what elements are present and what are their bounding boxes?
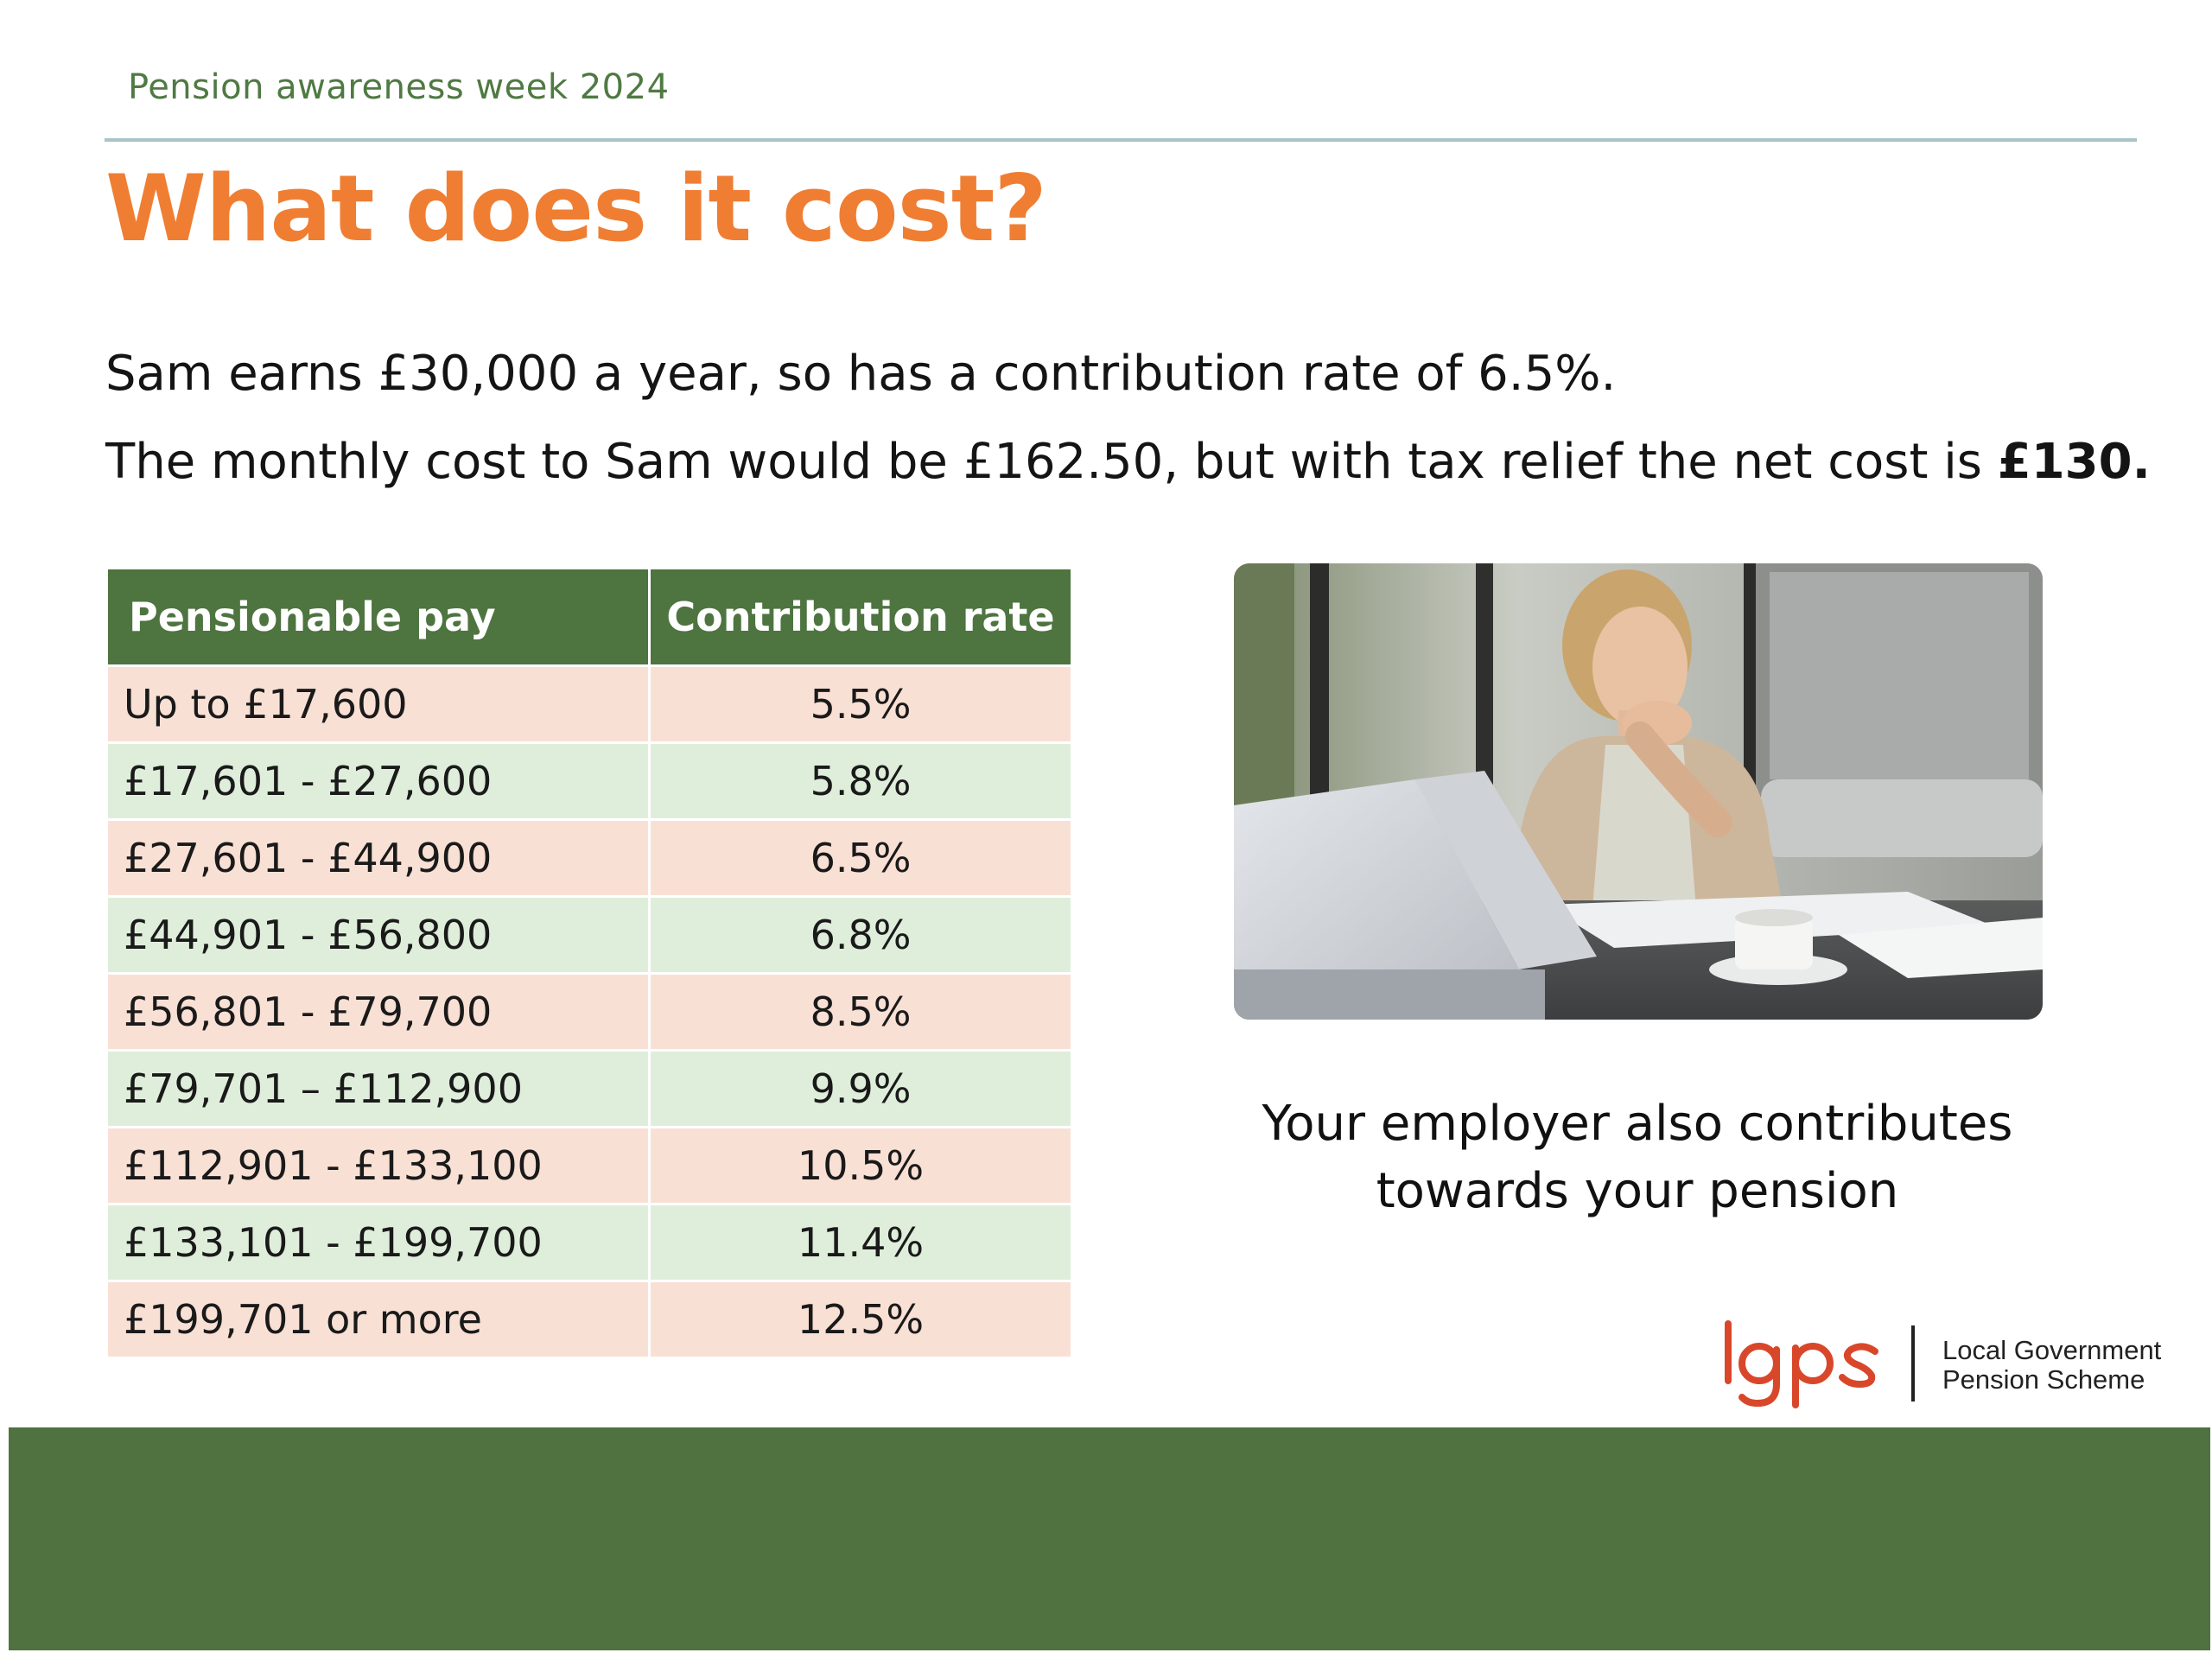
table-row: [107, 820, 1072, 897]
table-row: [107, 974, 1072, 1051]
rate-cell: 11.4%: [650, 1205, 1072, 1281]
column-header-contribution-rate: Contribution rate: [650, 569, 1072, 666]
pay-band-cell: £17,601 - £27,600: [107, 743, 650, 820]
header-divider: [105, 138, 2137, 142]
caption-line-1: Your employer also contributes: [1262, 1096, 2013, 1152]
page-title: What does it cost?: [105, 156, 1046, 262]
rate-cell: 5.8%: [650, 743, 1072, 820]
table-row: [107, 897, 1072, 974]
caption-line-2: towards your pension: [1376, 1163, 1899, 1219]
lgps-logo: [1719, 1313, 2186, 1408]
intro-line-1: Sam earns £30,000 a year, so has a contribution rate of 6.5%.: [105, 346, 1617, 402]
pay-band-cell: £56,801 - £79,700: [107, 974, 650, 1051]
table-row: [107, 1281, 1072, 1358]
lgps-wordmark-icon: [1719, 1313, 1892, 1408]
rate-cell: 5.5%: [650, 666, 1072, 743]
table-row: [107, 1205, 1072, 1281]
column-header-pensionable-pay: Pensionable pay: [107, 569, 650, 666]
footer-band: [9, 1427, 2210, 1650]
contribution-rate-table: [105, 567, 1073, 1359]
table-row: [107, 1128, 1072, 1205]
intro-line-2: [105, 434, 2151, 490]
table-header-row: [107, 569, 1072, 666]
woman-at-laptop-photo: [1234, 563, 2043, 1020]
table-row: [107, 743, 1072, 820]
pay-band-cell: £112,901 - £133,100: [107, 1128, 650, 1205]
event-kicker: Pension awareness week 2024: [128, 67, 670, 107]
pay-band-cell: £44,901 - £56,800: [107, 897, 650, 974]
logo-line-1: Local Government: [1942, 1335, 2162, 1365]
rate-cell: 12.5%: [650, 1281, 1072, 1358]
logo-line-2: Pension Scheme: [1942, 1364, 2145, 1395]
net-cost-value: £130.: [1997, 434, 2151, 490]
pay-band-cell: £133,101 - £199,700: [107, 1205, 650, 1281]
table-row: [107, 666, 1072, 743]
pay-band-cell: £79,701 – £112,900: [107, 1051, 650, 1128]
rate-cell: 6.5%: [650, 820, 1072, 897]
logo-divider: [1911, 1325, 1915, 1402]
rate-cell: 8.5%: [650, 974, 1072, 1051]
intro-line-2-text: The monthly cost to Sam would be £162.50, but with tax relief the net cost is: [105, 434, 1998, 490]
pay-band-cell: £27,601 - £44,900: [107, 820, 650, 897]
pay-band-cell: £199,701 or more: [107, 1281, 650, 1358]
logo-text: [1942, 1336, 2161, 1395]
pay-band-cell: Up to £17,600: [107, 666, 650, 743]
rate-cell: 9.9%: [650, 1051, 1072, 1128]
rate-cell: 6.8%: [650, 897, 1072, 974]
employer-contribution-caption: [1227, 1090, 2048, 1225]
rate-cell: 10.5%: [650, 1128, 1072, 1205]
table-row: [107, 1051, 1072, 1128]
